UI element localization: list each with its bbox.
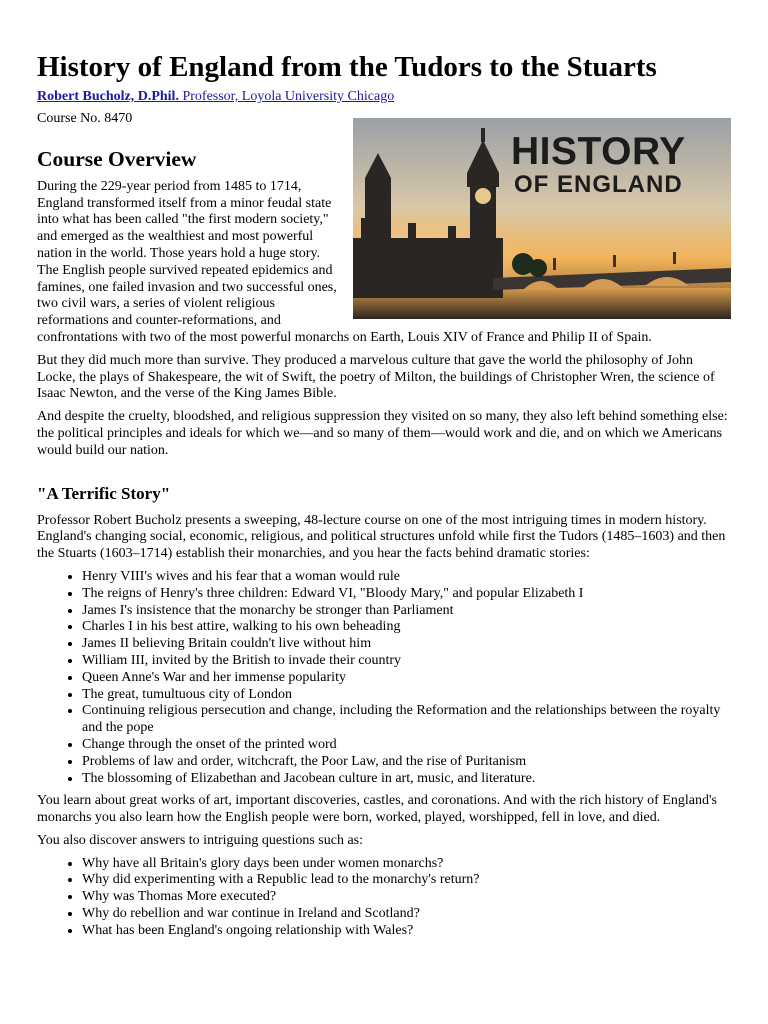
questions-list (37, 856, 731, 940)
list-item: • Queen Anne's War and her immense popularity (82, 670, 731, 687)
author-link[interactable] (37, 89, 394, 104)
list-item: • What has been England's ongoing relationship with Wales? (82, 923, 731, 940)
story-list (37, 569, 731, 787)
hero-title-line1: HISTORY (511, 129, 686, 173)
author-affiliation: Professor, Loyola University Chicago (182, 89, 395, 104)
list-item: • Why was Thomas More executed? (82, 889, 731, 906)
hero-title-line2: OF ENGLAND (514, 170, 683, 198)
list-item: • The great, tumultuous city of London (82, 687, 731, 704)
questions-intro: You also discover answers to intriguing questions such as: (37, 832, 363, 848)
list-item: • The reigns of Henry's three children: Edward VI, "Bloody Mary," and popular Elizabeth I (82, 586, 731, 603)
list-item: • James I's insistence that the monarchy be stronger than Parliament (82, 603, 731, 620)
page-title: History of England from the Tudors to the Stuarts (37, 51, 657, 83)
overview-paragraph: During the 229-year period from 1485 to 1714, England transformed itself from a minor feudal state into what has been called "the first modern society," and emerged as the wealthiest and most powerful nation in the world. Those years hold a huge story. The English people survived repeated epidemics and famines, one failed invasion and two successful ones, two civil wars, a series of violent religious reformations and counter-reformations, and confrontations with two of the most powerful monarchs on Earth, Louis XIV of France and Philip II of Spain. (37, 178, 652, 345)
list-item: • The blossoming of Elizabethan and Jacobean culture in art, music, and literature. (82, 771, 731, 788)
course-number: Course No. 8470 (37, 111, 133, 126)
author-name: Robert Bucholz, D.Phil. (37, 89, 179, 104)
overview-heading: Course Overview (37, 146, 197, 171)
list-item: • Why do rebellion and war continue in Ireland and Scotland? (82, 906, 731, 923)
list-item: • James II believing Britain couldn't live without him (82, 636, 731, 653)
list-item: • Problems of law and order, witchcraft, the Poor Law, and the rise of Puritanism (82, 754, 731, 771)
hero-image (353, 118, 731, 319)
list-item: • Why did experimenting with a Republic lead to the monarchy's return? (82, 872, 731, 889)
author-line (37, 88, 731, 105)
story-intro: Professor Robert Bucholz presents a sweeping, 48-lecture course on one of the most intriguing times in modern history. England's changing social, economic, religious, and political structures unfold while first the Tudors (1485–1603) and then the Stuarts (1603–1714) establish their monarchies, and you hear the facts behind dramatic stories: (37, 512, 726, 562)
overview-paragraph: But they did much more than survive. They produced a marvelous culture that gave the world the philosophy of John Locke, the plays of Shakespeare, the wit of Swift, the poetry of Milton, the buildings of Christopher Wren, the science of Isaac Newton, and the verse of the King James Bible. (37, 352, 715, 402)
clock-face (475, 188, 491, 204)
list-item: • Change through the onset of the printed word (82, 737, 731, 754)
list-item: • William III, invited by the British to invade their country (82, 653, 731, 670)
overview-paragraph: And despite the cruelty, bloodshed, and religious suppression they visited on so many, they also left behind something else: the political principles and ideals for which we—and so many of them—would work and die, and on which we Americans would build our nation. (37, 409, 728, 458)
list-item: • Charles I in his best attire, walking to his own beheading (82, 619, 731, 636)
story-heading: "A Terrific Story" (37, 483, 171, 503)
list-item: • Continuing religious persecution and change, including the Reformation and the relationships between the royalty and the pope (82, 703, 731, 737)
hero-title (511, 129, 686, 198)
list-item: • Why have all Britain's glory days been under women monarchs? (82, 856, 731, 873)
story-after: You learn about great works of art, important discoveries, castles, and coronations. And with the rich history of England's monarchs you also learn how the English people were born, worked, played, worshipped, fell in love, and died. (37, 793, 717, 826)
list-item: • Henry VIII's wives and his fear that a woman would rule (82, 569, 731, 586)
